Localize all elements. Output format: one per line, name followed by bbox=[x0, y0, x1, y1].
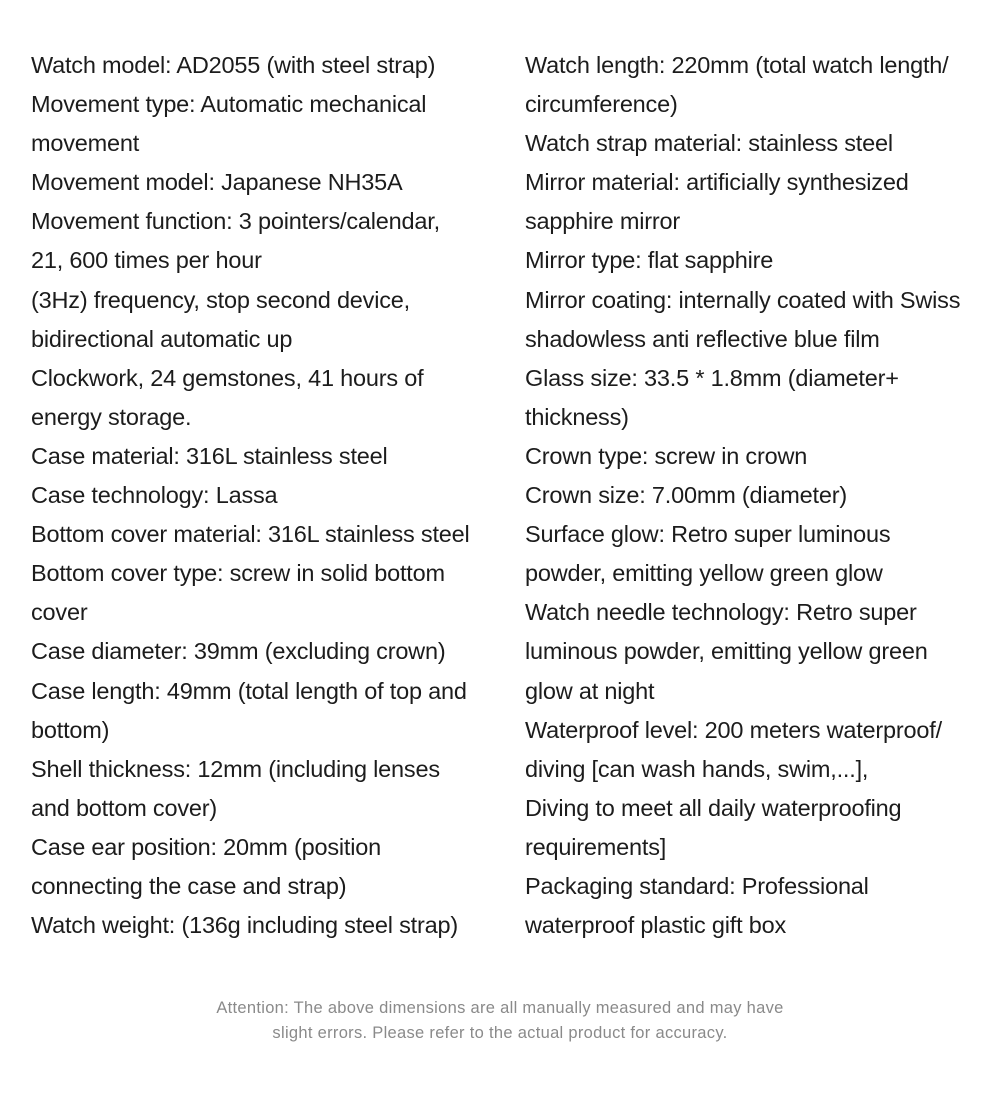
spec-line: Case length: 49mm (total length of top and bbox=[31, 677, 467, 704]
spec-line: Case technology: Lassa bbox=[31, 482, 278, 509]
spec-line: Mirror type: flat sapphire bbox=[525, 247, 774, 274]
spec-line: waterproof plastic gift box bbox=[525, 912, 787, 939]
spec-line: Bottom cover type: screw in solid bottom bbox=[31, 560, 445, 587]
spec-line: Crown type: screw in crown bbox=[525, 442, 808, 469]
spec-line: Mirror coating: internally coated with Swiss bbox=[525, 286, 961, 313]
spec-line: thickness) bbox=[525, 403, 629, 430]
spec-line: energy storage. bbox=[31, 403, 192, 430]
spec-line: Bottom cover material: 316L stainless steel bbox=[31, 521, 470, 548]
spec-line: bottom) bbox=[31, 716, 110, 743]
spec-line: Clockwork, 24 gemstones, 41 hours of bbox=[31, 364, 424, 391]
spec-line: Waterproof level: 200 meters waterproof/ bbox=[525, 716, 942, 743]
spec-line: Diving to meet all daily waterproofing bbox=[525, 794, 902, 821]
spec-line: Watch strap material: stainless steel bbox=[525, 130, 893, 157]
spec-line: Mirror material: artificially synthesized bbox=[525, 169, 909, 196]
spec-line: Surface glow: Retro super luminous bbox=[525, 521, 891, 548]
spec-line: (3Hz) frequency, stop second device, bbox=[31, 286, 411, 313]
spec-line: Shell thickness: 12mm (including lenses bbox=[31, 755, 440, 782]
spec-line: Packaging standard: Professional bbox=[525, 872, 869, 899]
attention-note-line-1: Attention: The above dimensions are all manually measured and may have bbox=[216, 999, 784, 1017]
spec-line: Watch needle technology: Retro super bbox=[525, 599, 917, 626]
spec-line: sapphire mirror bbox=[525, 208, 681, 235]
spec-line: Case material: 316L stainless steel bbox=[31, 442, 388, 469]
spec-line: Movement type: Automatic mechanical bbox=[31, 91, 427, 118]
spec-line: Case ear position: 20mm (position bbox=[31, 833, 381, 860]
spec-line: Watch model: AD2055 (with steel strap) bbox=[31, 52, 436, 78]
spec-line: Case diameter: 39mm (excluding crown) bbox=[31, 638, 446, 665]
spec-line: shadowless anti reflective blue film bbox=[525, 325, 880, 352]
spec-line: requirements] bbox=[525, 833, 667, 860]
spec-line: Crown size: 7.00mm (diameter) bbox=[525, 482, 847, 509]
spec-line: Watch length: 220mm (total watch length/ bbox=[525, 52, 949, 78]
spec-line: 21, 600 times per hour bbox=[31, 247, 262, 274]
spec-line: Movement function: 3 pointers/calendar, bbox=[31, 208, 440, 235]
spec-line: glow at night bbox=[525, 677, 655, 704]
spec-line: and bottom cover) bbox=[31, 794, 217, 821]
spec-line: movement bbox=[31, 130, 140, 157]
spec-line: connecting the case and strap) bbox=[31, 872, 347, 899]
attention-note bbox=[0, 996, 1000, 1046]
attention-note-line-2: slight errors. Please refer to the actual product for accuracy. bbox=[272, 1024, 728, 1042]
spec-column-left bbox=[31, 46, 511, 945]
spec-line: bidirectional automatic up bbox=[31, 325, 293, 352]
spec-line: circumference) bbox=[525, 91, 678, 118]
spec-line: Glass size: 33.5 * 1.8mm (diameter+ bbox=[525, 364, 899, 391]
spec-line: Watch weight: (136g including steel strap) bbox=[31, 912, 459, 939]
spec-line: Movement model: Japanese NH35A bbox=[31, 169, 403, 196]
spec-column-right bbox=[525, 46, 995, 945]
spec-line: cover bbox=[31, 599, 88, 626]
spec-line: luminous powder, emitting yellow green bbox=[525, 638, 928, 665]
spec-line: powder, emitting yellow green glow bbox=[525, 560, 883, 587]
spec-line: diving [can wash hands, swim,...], bbox=[525, 755, 869, 782]
